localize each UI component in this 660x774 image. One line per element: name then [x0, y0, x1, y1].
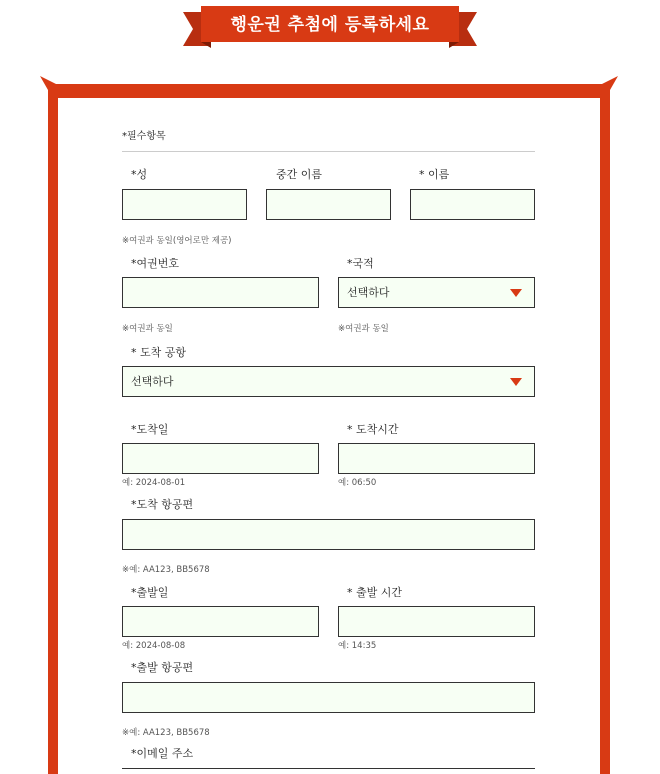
nationality-select[interactable] [338, 277, 535, 308]
middle-name-label: 중간 이름 [276, 168, 323, 181]
arrival-flight-label: *도착 항공편 [131, 498, 194, 511]
arrival-time-hint: 예: 06:50 [338, 478, 377, 488]
required-section-title: *필수항목 [122, 131, 166, 142]
departure-flight-input[interactable] [122, 682, 535, 713]
passport-label: *여권번호 [131, 257, 180, 270]
arrival-airport-select-value: 선택하다 [131, 375, 174, 388]
nationality-label: *국적 [347, 257, 374, 270]
departure-date-input[interactable] [122, 606, 319, 637]
first-name-input[interactable] [410, 189, 535, 220]
chevron-down-icon [510, 378, 522, 386]
passport-hint: ※여권과 동일 [122, 324, 173, 334]
departure-time-label: * 출발 시간 [347, 586, 402, 599]
last-name-input[interactable] [122, 189, 247, 220]
passport-input[interactable] [122, 277, 319, 308]
departure-flight-label: *출발 항공편 [131, 661, 194, 674]
arrival-airport-label: * 도착 공항 [131, 346, 186, 359]
arrival-time-input[interactable] [338, 443, 535, 474]
departure-time-input[interactable] [338, 606, 535, 637]
arrival-airport-select[interactable] [122, 366, 535, 397]
arrival-flight-input[interactable] [122, 519, 535, 550]
frame-border [40, 74, 618, 774]
section-divider [122, 151, 535, 152]
departure-flight-hint: ※예: AA123, BB5678 [122, 728, 210, 738]
first-name-label: * 이름 [419, 168, 450, 181]
arrival-flight-hint: ※예: AA123, BB5678 [122, 565, 210, 575]
last-name-label: *성 [131, 168, 148, 181]
arrival-date-label: *도착일 [131, 423, 169, 436]
registration-banner [183, 4, 477, 50]
middle-name-input[interactable] [266, 189, 391, 220]
email-input[interactable] [122, 768, 535, 769]
arrival-time-label: * 도착시간 [347, 423, 399, 436]
form-frame [40, 74, 618, 774]
chevron-down-icon [510, 289, 522, 297]
departure-date-label: *출발일 [131, 586, 169, 599]
email-label: *이메일 주소 [131, 747, 194, 760]
departure-date-hint: 예: 2024-08-08 [122, 641, 186, 651]
nationality-hint: ※여권과 동일 [338, 324, 389, 334]
arrival-date-input[interactable] [122, 443, 319, 474]
arrival-date-hint: 예: 2024-08-01 [122, 478, 186, 488]
departure-time-hint: 예: 14:35 [338, 641, 377, 651]
nationality-select-value: 선택하다 [347, 286, 390, 299]
name-hint: ※여권과 동일(영어로만 제공) [122, 236, 232, 246]
banner-title: 행운권 추첨에 등록하세요 [230, 15, 430, 35]
